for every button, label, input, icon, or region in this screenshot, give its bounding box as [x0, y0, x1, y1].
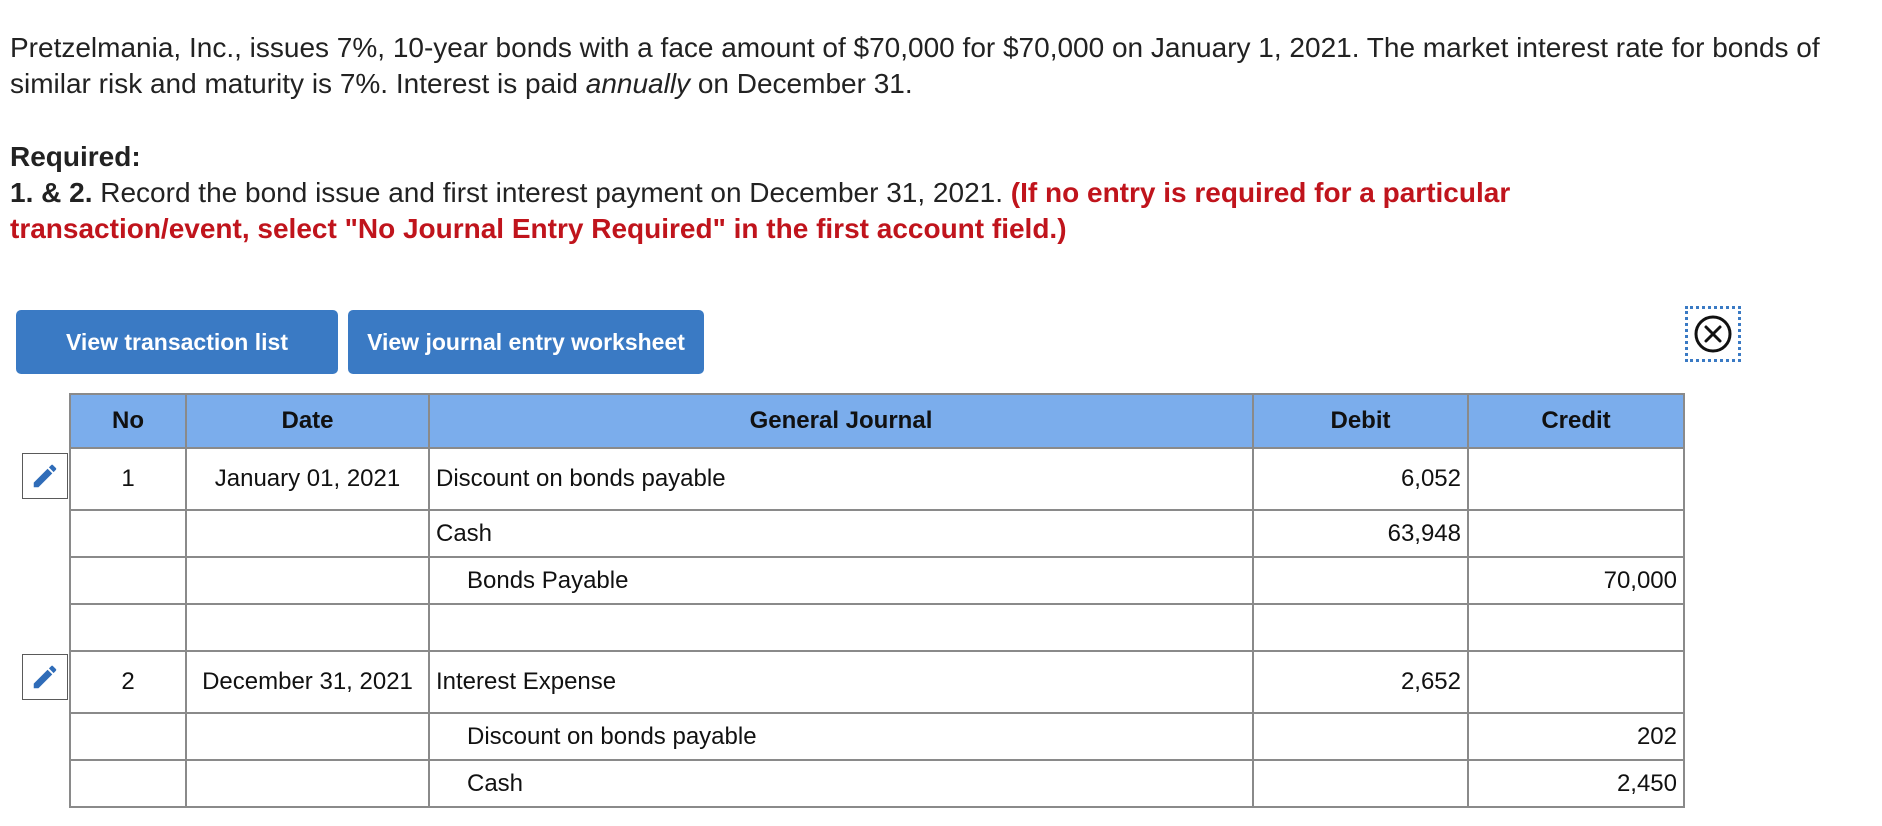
entry-no — [70, 760, 186, 807]
pencil-icon — [30, 662, 60, 692]
table-row — [70, 557, 1684, 604]
credit-cell: 70,000 — [1468, 557, 1684, 604]
account-cell — [429, 604, 1253, 651]
table-row — [70, 448, 1684, 510]
account-cell: Bonds Payable — [429, 557, 1253, 604]
entry-no: 1 — [70, 448, 186, 510]
debit-cell — [1253, 713, 1468, 760]
table-row — [70, 713, 1684, 760]
entry-no — [70, 713, 186, 760]
view-transaction-list-button[interactable]: View transaction list — [16, 310, 338, 374]
header-debit: Debit — [1253, 394, 1468, 448]
account-cell: Cash — [429, 510, 1253, 557]
pencil-icon — [30, 461, 60, 491]
entry-date — [186, 604, 429, 651]
account-cell: Discount on bonds payable — [429, 713, 1253, 760]
close-circle-icon — [1693, 314, 1733, 354]
debit-cell: 6,052 — [1253, 448, 1468, 510]
edit-entry-1-button[interactable] — [22, 453, 68, 499]
table-row — [70, 651, 1684, 713]
table-row — [70, 604, 1684, 651]
journal-table — [69, 393, 1685, 808]
entry-date — [186, 510, 429, 557]
header-date: Date — [186, 394, 429, 448]
debit-cell — [1253, 604, 1468, 651]
problem-statement — [10, 30, 1860, 102]
required-heading: Required: — [10, 141, 141, 172]
debit-cell: 2,652 — [1253, 651, 1468, 713]
entry-no — [70, 557, 186, 604]
requirement-number: 1. & 2. — [10, 177, 93, 208]
entry-date — [186, 713, 429, 760]
header-credit: Credit — [1468, 394, 1684, 448]
account-cell: Cash — [429, 760, 1253, 807]
edit-entry-2-button[interactable] — [22, 654, 68, 700]
credit-cell — [1468, 448, 1684, 510]
credit-cell — [1468, 510, 1684, 557]
credit-cell: 2,450 — [1468, 760, 1684, 807]
account-cell: Discount on bonds payable — [429, 448, 1253, 510]
entry-no — [70, 510, 186, 557]
debit-cell: 63,948 — [1253, 510, 1468, 557]
problem-emphasis: annually — [585, 68, 691, 99]
problem-text-1: Pretzelmania, Inc., issues 7%, 10-year bonds with a face amount of $70,000 for $70,000 on January 1, 2021. The market interest rate for bonds of similar risk and maturity is 7%. Interest is paid — [10, 32, 1820, 99]
entry-no: 2 — [70, 651, 186, 713]
debit-cell — [1253, 760, 1468, 807]
requirement-warning: (If no entry is required for a particular transaction/event, select "No Journal Entry Required" in the first account field.) — [10, 177, 1511, 244]
account-cell: Interest Expense — [429, 651, 1253, 713]
entry-no — [70, 604, 186, 651]
header-no: No — [70, 394, 186, 448]
journal-header-row — [70, 394, 1684, 448]
problem-text-2: on December 31. — [690, 68, 913, 99]
credit-cell — [1468, 651, 1684, 713]
credit-cell — [1468, 604, 1684, 651]
entry-date — [186, 557, 429, 604]
header-general-journal: General Journal — [429, 394, 1253, 448]
credit-cell: 202 — [1468, 713, 1684, 760]
entry-date — [186, 760, 429, 807]
close-button[interactable] — [1685, 306, 1741, 362]
requirement-text: Record the bond issue and first interest payment on December 31, 2021. — [92, 177, 1011, 208]
debit-cell — [1253, 557, 1468, 604]
entry-date: January 01, 2021 — [186, 448, 429, 510]
table-row — [70, 760, 1684, 807]
entry-date: December 31, 2021 — [186, 651, 429, 713]
table-row — [70, 510, 1684, 557]
view-journal-entry-worksheet-button[interactable]: View journal entry worksheet — [348, 310, 704, 374]
instructions — [10, 175, 1730, 247]
